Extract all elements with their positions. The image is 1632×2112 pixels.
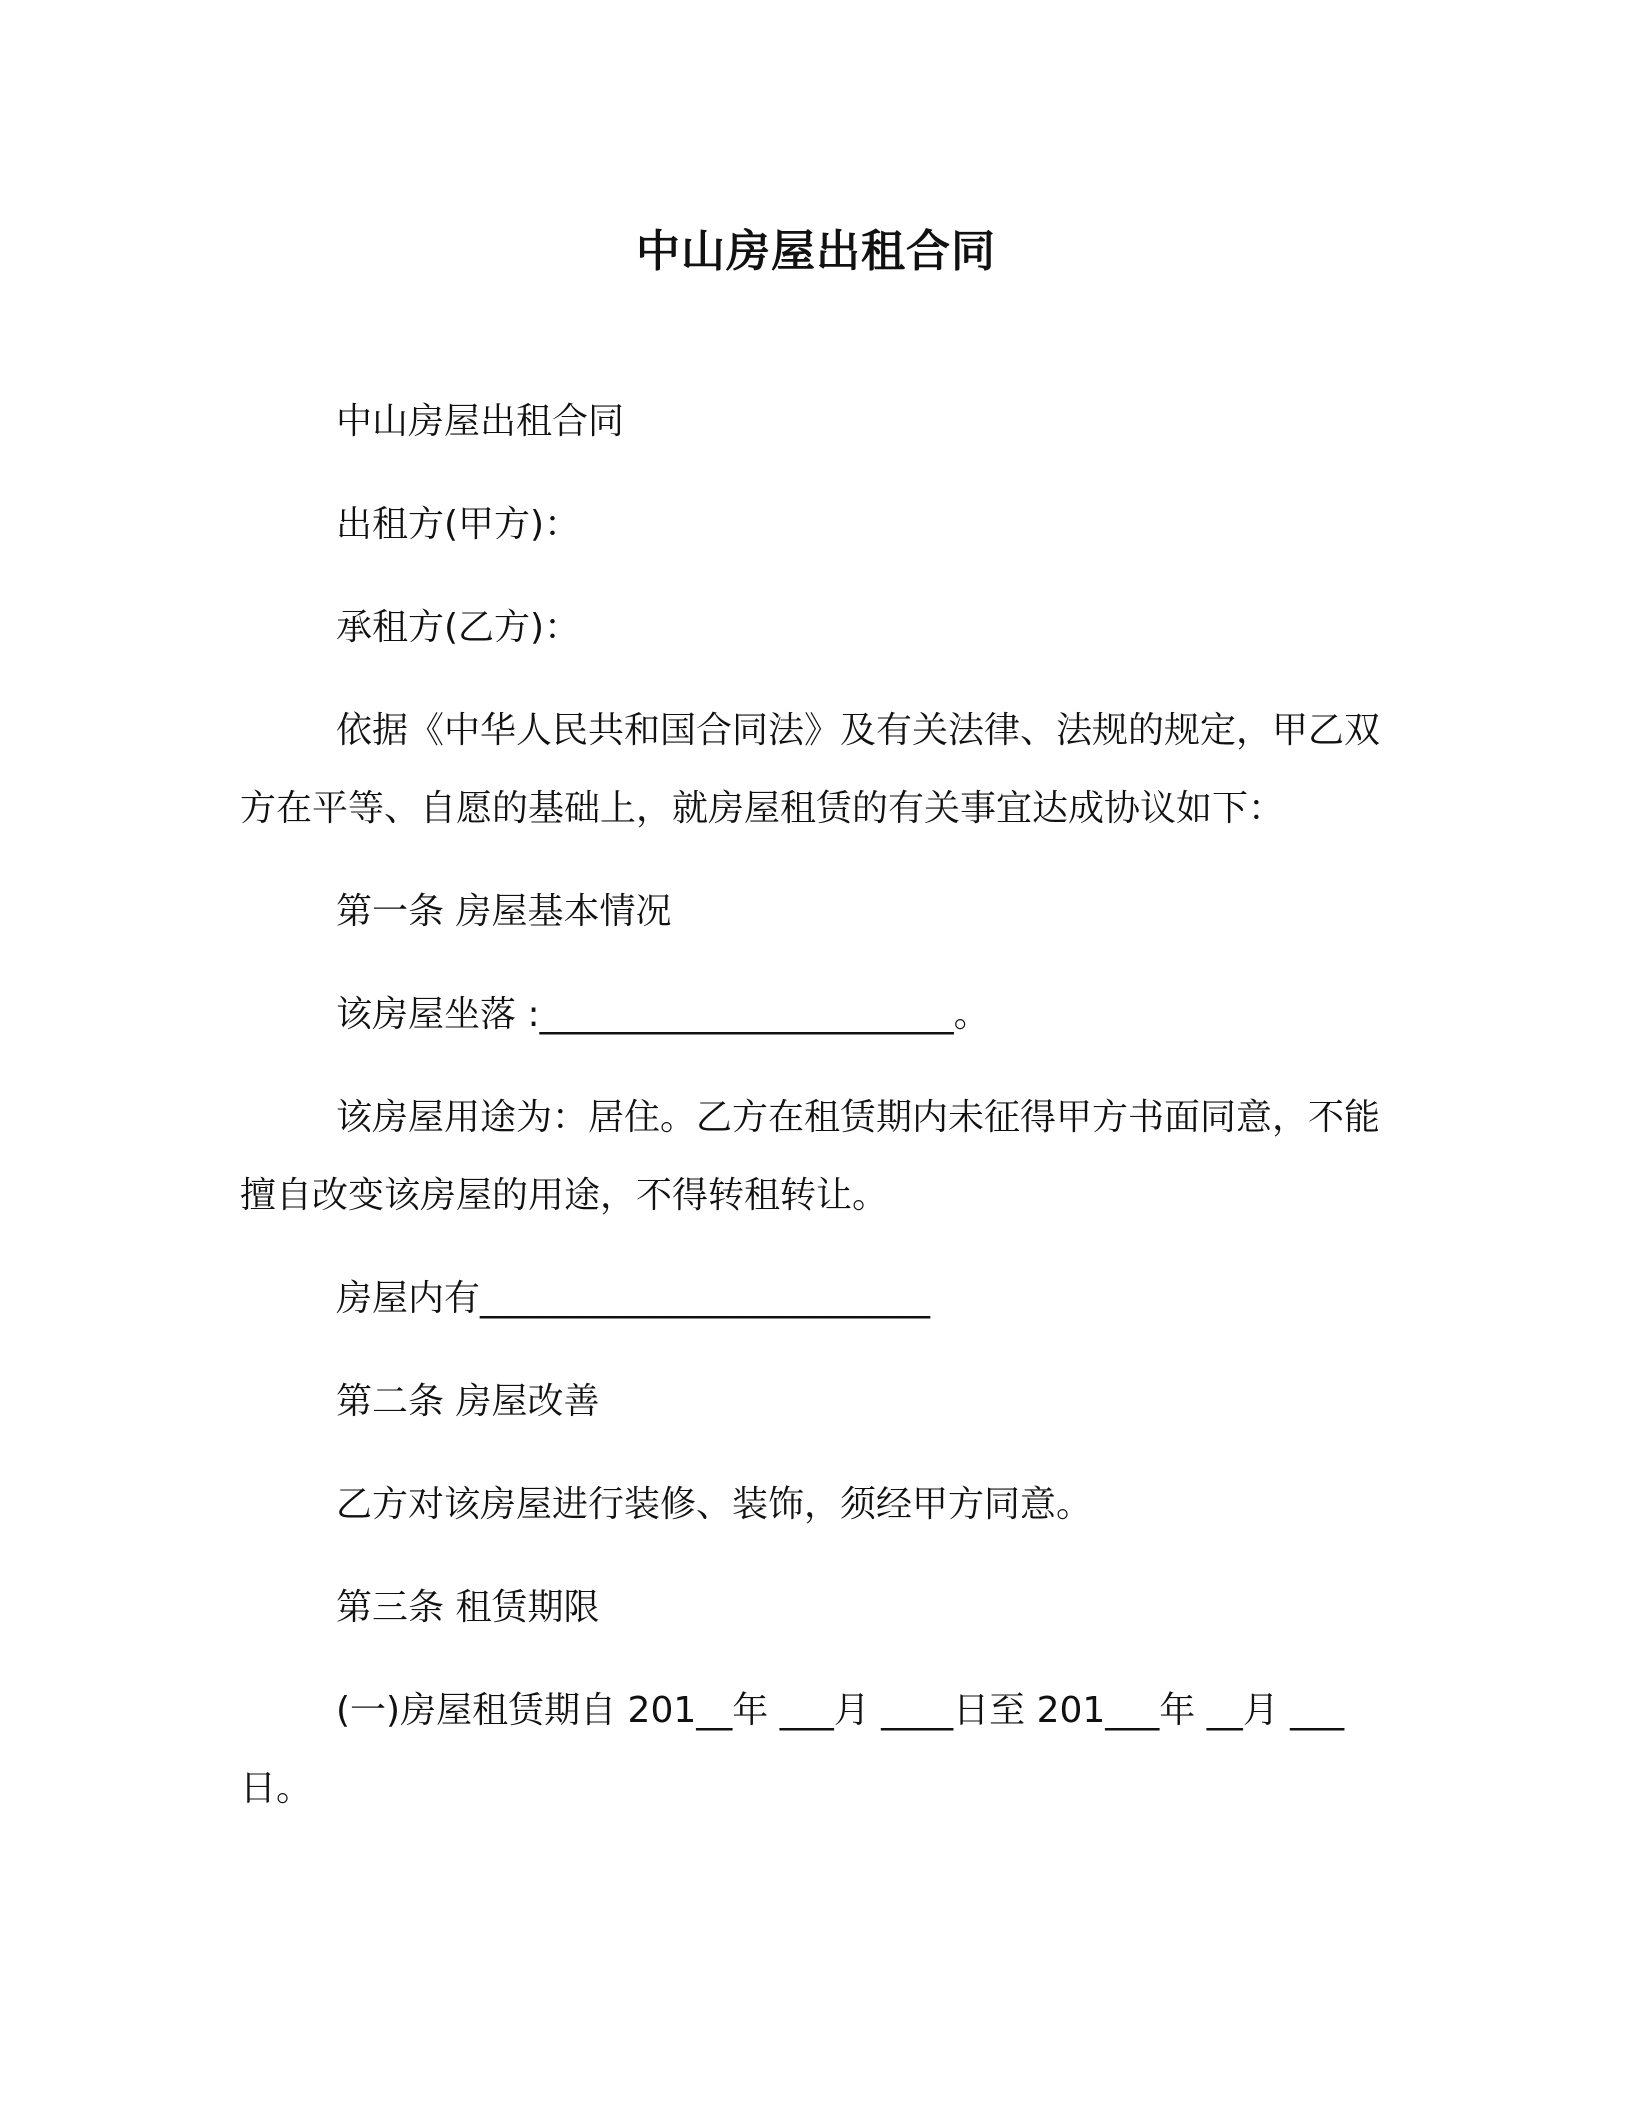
paragraph-lessee: 承租方(乙方)： <box>336 607 581 648</box>
paragraph-contents: 房屋内有_________________________ <box>336 1278 931 1319</box>
article-2-heading: 第二条 房屋改善 <box>336 1381 600 1422</box>
paragraph-renovation: 乙方对该房屋进行装修、装饰，须经甲方同意。 <box>336 1484 1093 1525</box>
paragraph-usage: 该房屋用途为：居住。乙方在租赁期内未征得甲方书面同意，不能擅自改变该房屋的用途，不得转租转让。 <box>240 1097 1381 1216</box>
article-3-heading: 第三条 租赁期限 <box>336 1587 600 1628</box>
article-1-heading: 第一条 房屋基本情况 <box>336 891 672 932</box>
paragraph-preamble: 依据《中华人民共和国合同法》及有关法律、法规的规定，甲乙双方在平等、自愿的基础上，就房屋租赁的有关事宜达成协议如下： <box>240 710 1381 829</box>
document-title: 中山房屋出租合同 <box>636 226 996 277</box>
paragraph-heading: 中山房屋出租合同 <box>336 401 625 442</box>
paragraph-lessor: 出租方(甲方)： <box>336 504 581 545</box>
paragraph-lease-term: (一)房屋租赁期自 201__年 ___月 ____日至 201___年 __月 ___日。 <box>240 1690 1345 1809</box>
paragraph-location: 该房屋坐落 :_______________________。 <box>336 994 990 1035</box>
